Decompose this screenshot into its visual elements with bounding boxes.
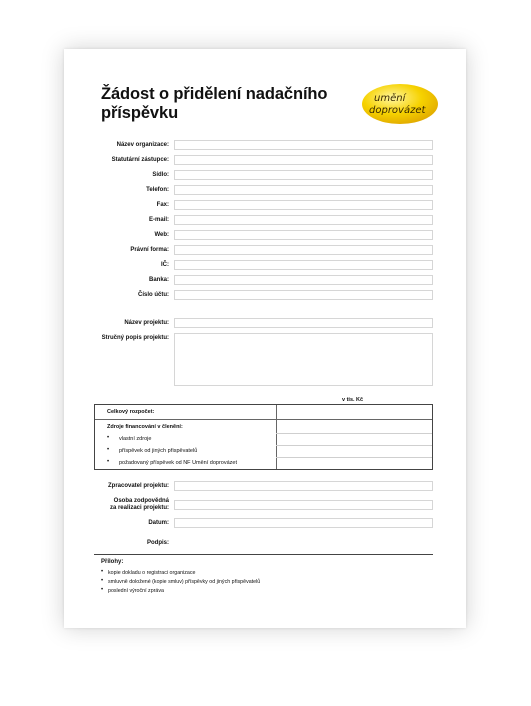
label-responsible-person-1: Osoba zodpovědná (113, 498, 169, 504)
label-account-number: Číslo účtu: (138, 292, 169, 298)
label-fax: Fax: (156, 202, 169, 208)
responsible-person-field[interactable] (174, 500, 433, 510)
label-project-name: Název projektu: (124, 320, 169, 326)
label-project-description: Stručný popis projektu: (101, 335, 169, 341)
legal-form-field[interactable] (174, 245, 433, 255)
budget-item-other-contributors: příspěvek od jiných přispěvatelů (119, 448, 198, 454)
bank-field[interactable] (174, 275, 433, 285)
project-processor-field[interactable] (174, 481, 433, 491)
attachment-item: smluvně doložené (kopie smluv) příspěvky od jiných přispěvatelů (108, 579, 261, 585)
project-name-field[interactable] (174, 318, 433, 328)
date-field[interactable] (174, 518, 433, 528)
application-form-page (64, 49, 466, 628)
bullet-icon: • (101, 587, 104, 593)
attachment-item: poslední výroční zpráva (108, 588, 164, 594)
logo-line2: doprovázet (369, 105, 426, 116)
label-signature: Podpis: (147, 540, 169, 546)
label-statutory-representative: Statutární zástupce: (111, 157, 169, 163)
attachments-title: Přílohy: (101, 559, 124, 565)
label-date: Datum: (148, 520, 169, 526)
bullet-icon: • (107, 447, 110, 453)
budget-row-line (276, 457, 432, 458)
ic-field[interactable] (174, 260, 433, 270)
form-title: Žádost o přidělení nadačního příspěvku (101, 85, 328, 122)
label-phone: Telefon: (146, 187, 169, 193)
fax-field[interactable] (174, 200, 433, 210)
statutory-representative-field[interactable] (174, 155, 433, 165)
bullet-icon: • (107, 459, 110, 465)
attachments-separator (94, 554, 433, 555)
attachment-item: kopie dokladu o registraci organizace (108, 570, 196, 576)
logo-line1: umění (374, 93, 406, 104)
seat-field[interactable] (174, 170, 433, 180)
label-responsible-person-2: za realizaci projektu: (109, 505, 169, 511)
budget-column-divider (276, 405, 277, 469)
budget-total-label: Celkový rozpočet: (107, 409, 155, 415)
bullet-icon: • (107, 435, 110, 441)
label-web: Web: (154, 232, 169, 238)
label-email: E-mail: (148, 217, 169, 223)
web-field[interactable] (174, 230, 433, 240)
currency-unit: v tis. Kč (342, 397, 364, 403)
budget-row-line (276, 433, 432, 434)
umeni-doprovazet-logo (361, 82, 439, 125)
phone-field[interactable] (174, 185, 433, 195)
label-legal-form: Právní forma: (130, 247, 169, 253)
account-number-field[interactable] (174, 290, 433, 300)
label-ic: IČ: (161, 262, 169, 268)
budget-row-line (276, 445, 432, 446)
budget-total-separator (95, 419, 432, 420)
budget-sources-label: Zdroje financování v členění: (107, 424, 183, 430)
organization-name-field[interactable] (174, 140, 433, 150)
budget-table (94, 404, 433, 470)
label-project-processor: Zpracovatel projektu: (107, 483, 169, 489)
budget-item-own-sources: vlastní zdroje (119, 436, 152, 442)
label-organization-name: Název organizace: (116, 142, 169, 148)
bullet-icon: • (101, 569, 104, 575)
budget-item-requested: požadovaný příspěvek od NF Umění doprovázet (119, 460, 238, 466)
label-bank: Banka: (148, 277, 169, 283)
project-description-field[interactable] (174, 333, 433, 386)
email-field[interactable] (174, 215, 433, 225)
bullet-icon: • (101, 578, 104, 584)
label-seat: Sídlo: (152, 172, 169, 178)
